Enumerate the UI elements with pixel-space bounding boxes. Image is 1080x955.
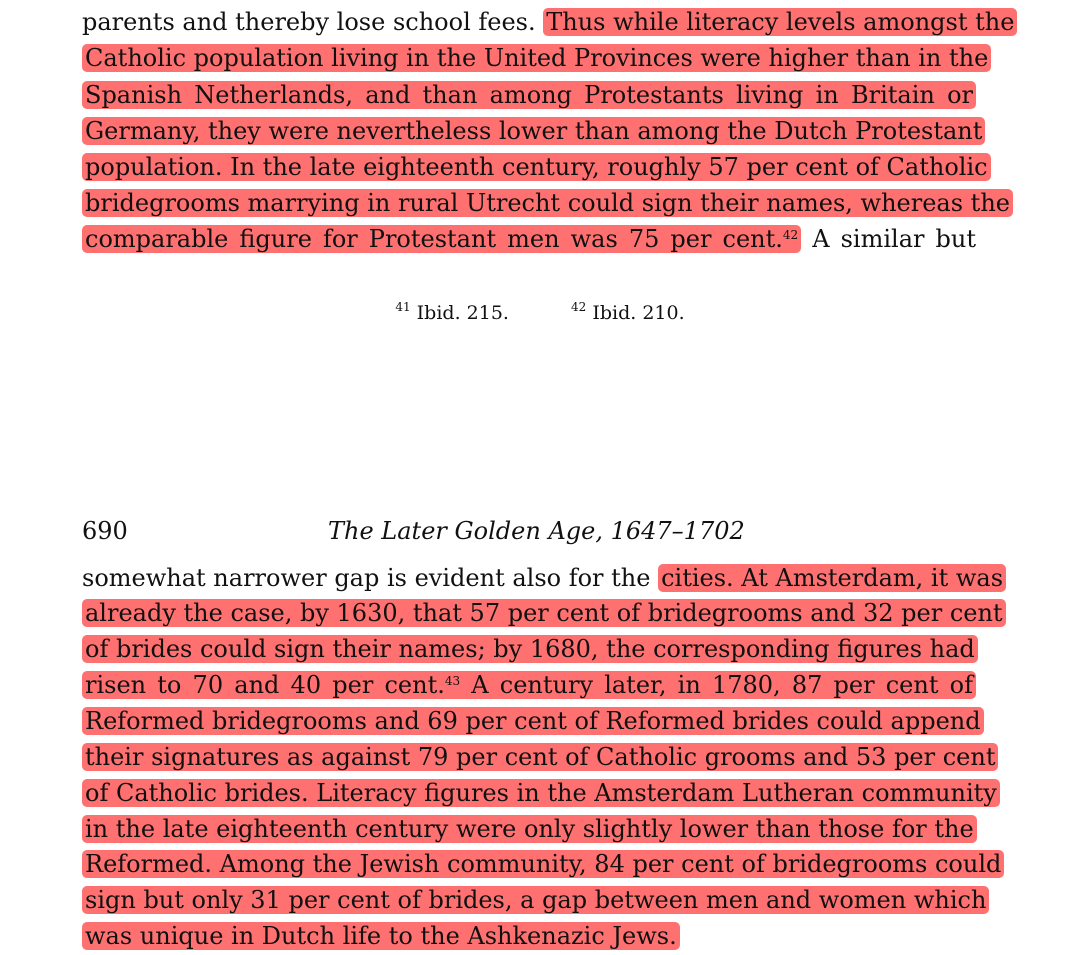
footnote-text: Ibid. 210.	[592, 302, 685, 324]
highlighted-text[interactable]: was unique in Dutch life to the Ashkenazic Jews.	[82, 922, 680, 950]
highlighted-text[interactable]: cities. At Amsterdam, it was	[658, 564, 1006, 592]
page-header	[82, 512, 976, 550]
highlighted-text-content: A century later, in 1780, 87 per cent of	[460, 671, 973, 699]
text-line	[82, 739, 996, 775]
text-line	[82, 77, 976, 113]
text-line	[82, 113, 983, 149]
text-line	[82, 631, 976, 667]
text-line	[82, 40, 989, 76]
highlighted-text-content: comparable figure for Protestant men was 75 per cent.	[85, 225, 783, 253]
plain-text: somewhat narrower gap is evident also for the	[82, 564, 659, 592]
highlighted-text[interactable]: Germany, they were nevertheless lower than among the Dutch Protestant	[82, 117, 985, 145]
highlighted-text[interactable]: Thus while literacy levels amongst the	[543, 8, 1017, 36]
highlighted-text[interactable]: population. In the late eighteenth century, roughly 57 per cent of Catholic	[82, 153, 991, 181]
footnotes	[0, 298, 1080, 328]
text-line	[82, 221, 976, 257]
plain-text: parents and thereby lose school fees.	[82, 8, 544, 36]
highlighted-text-content: risen to 70 and 40 per cent.	[85, 671, 445, 699]
text-line	[82, 918, 976, 954]
text-line	[82, 811, 976, 847]
text-line	[82, 703, 981, 739]
page-number: 690	[82, 517, 128, 545]
highlighted-text[interactable]: bridegrooms marrying in rural Utrecht could sign their names, whereas the	[82, 189, 1013, 217]
highlighted-text[interactable]: already the case, by 1630, that 57 per cent of bridegrooms and 32 per cent	[82, 599, 1006, 627]
text-line	[82, 149, 988, 185]
text-line	[82, 185, 1010, 221]
footnote-text: Ibid. 215.	[416, 302, 509, 324]
text-line	[82, 595, 1003, 631]
highlighted-text[interactable]	[82, 671, 976, 699]
footnote-mark: 42	[571, 300, 587, 314]
plain-text: A similar but	[801, 225, 976, 253]
running-title: The Later Golden Age, 1647–1702	[328, 517, 745, 545]
highlighted-text[interactable]: of brides could sign their names; by 1680, the corresponding figures had	[82, 635, 978, 663]
text-line	[82, 4, 1015, 40]
footnote	[571, 298, 685, 328]
highlighted-text[interactable]: Reformed. Among the Jewish community, 84 per cent of bridegrooms could	[82, 850, 1004, 878]
highlighted-text[interactable]: in the late eighteenth century were only slightly lower than those for the	[82, 815, 977, 843]
text-line	[82, 667, 976, 703]
highlighted-text[interactable]: their signatures as against 79 per cent of Catholic grooms and 53 per cent	[82, 743, 998, 771]
footnote-reference[interactable]: 42	[782, 228, 799, 242]
highlighted-text[interactable]: of Catholic brides. Literacy figures in the Amsterdam Lutheran community	[82, 779, 1000, 807]
highlighted-text[interactable]	[82, 225, 801, 253]
text-line	[82, 846, 1002, 882]
text-line	[82, 882, 987, 918]
text-line	[82, 775, 997, 811]
text-line	[82, 560, 1004, 596]
highlighted-text[interactable]: sign but only 31 per cent of brides, a gap between men and women which	[82, 886, 989, 914]
footnote-reference[interactable]: 43	[444, 674, 461, 688]
highlighted-text[interactable]: Reformed bridegrooms and 69 per cent of Reformed brides could append	[82, 707, 984, 735]
footnote	[395, 298, 509, 328]
footnote-mark: 41	[395, 300, 411, 314]
highlighted-text[interactable]: Catholic population living in the United Provinces were higher than in the	[82, 44, 991, 72]
highlighted-text[interactable]: Spanish Netherlands, and than among Protestants living in Britain or	[82, 81, 976, 109]
